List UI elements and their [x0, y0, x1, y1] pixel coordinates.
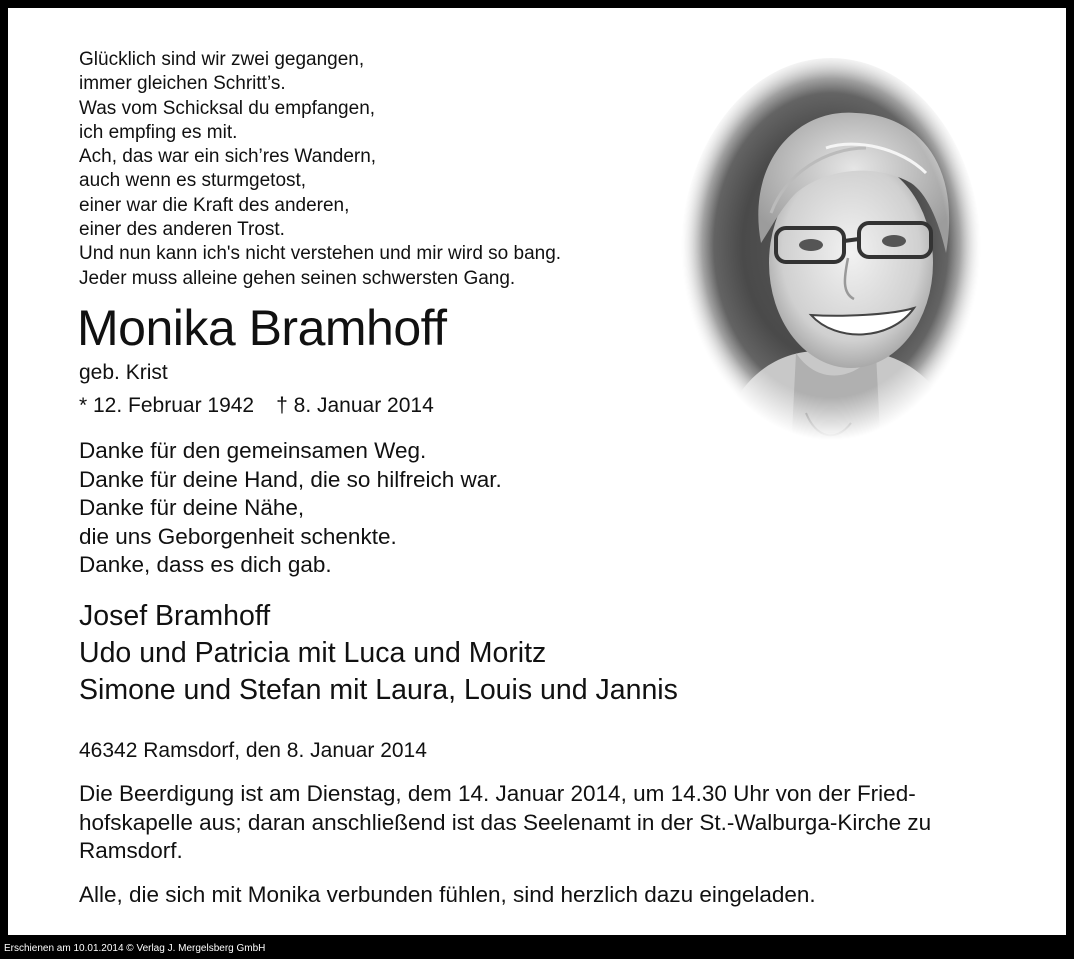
funeral-notice	[79, 780, 1004, 866]
mourner: Udo und Patricia mit Luca und Moritz	[79, 637, 547, 669]
portrait-photo	[676, 53, 986, 453]
thanks-line: Danke für deine Nähe,	[79, 495, 305, 521]
funeral-line: hofskapelle aus; daran anschließend ist das Seelenamt in der St.-Walburga-Kirche zu	[79, 809, 932, 835]
thanks-text	[79, 437, 502, 580]
invitation-text: Alle, die sich mit Monika verbunden fühlen, sind herzlich dazu eingeladen.	[79, 882, 816, 907]
funeral-line: Ramsdorf.	[79, 838, 183, 863]
life-dates	[79, 393, 434, 419]
funeral-line: Die Beerdigung ist am Dienstag, dem 14. Januar 2014, um 14.30 Uhr von der Fried-	[79, 781, 916, 806]
mourner: Josef Bramhoff	[79, 600, 271, 632]
death-date: † 8. Januar 2014	[276, 394, 434, 417]
publication-footer: Erschienen am 10.01.2014 © Verlag J. Mergelsberg GmbH	[4, 943, 266, 954]
poem-line: einer war die Kraft des anderen,	[79, 194, 350, 216]
poem-line: auch wenn es sturmgetost,	[79, 170, 307, 192]
obituary-card	[8, 8, 1066, 935]
poem-line: einer des anderen Trost.	[79, 219, 285, 241]
poem	[79, 48, 561, 291]
poem-line: ich empfing es mit.	[79, 121, 238, 143]
thanks-line: Danke, dass es dich gab.	[79, 552, 332, 578]
poem-line: Was vom Schicksal du empfangen,	[79, 97, 376, 119]
birth-name: geb. Krist	[79, 361, 168, 384]
poem-line: immer gleichen Schritt’s.	[79, 73, 286, 95]
poem-line: Jeder muss alleine gehen seinen schwersten Gang.	[79, 267, 516, 289]
thanks-line: Danke für deine Hand, die so hilfreich war.	[79, 466, 502, 492]
poem-line: Glücklich sind wir zwei gegangen,	[79, 49, 365, 70]
birth-date: * 12. Februar 1942	[79, 394, 255, 417]
deceased-name: Monika Bramhoff	[77, 300, 447, 356]
thanks-line: die uns Geborgenheit schenkte.	[79, 523, 397, 549]
thanks-line: Danke für den gemeinsamen Weg.	[79, 438, 427, 463]
place-date: 46342 Ramsdorf, den 8. Januar 2014	[79, 739, 427, 762]
poem-line: Und nun kann ich's nicht verstehen und mir wird so bang.	[79, 243, 562, 265]
poem-line: Ach, das war ein sich’res Wandern,	[79, 146, 377, 168]
mourners-list	[79, 598, 678, 709]
mourner: Simone und Stefan mit Laura, Louis und Jannis	[79, 674, 678, 706]
